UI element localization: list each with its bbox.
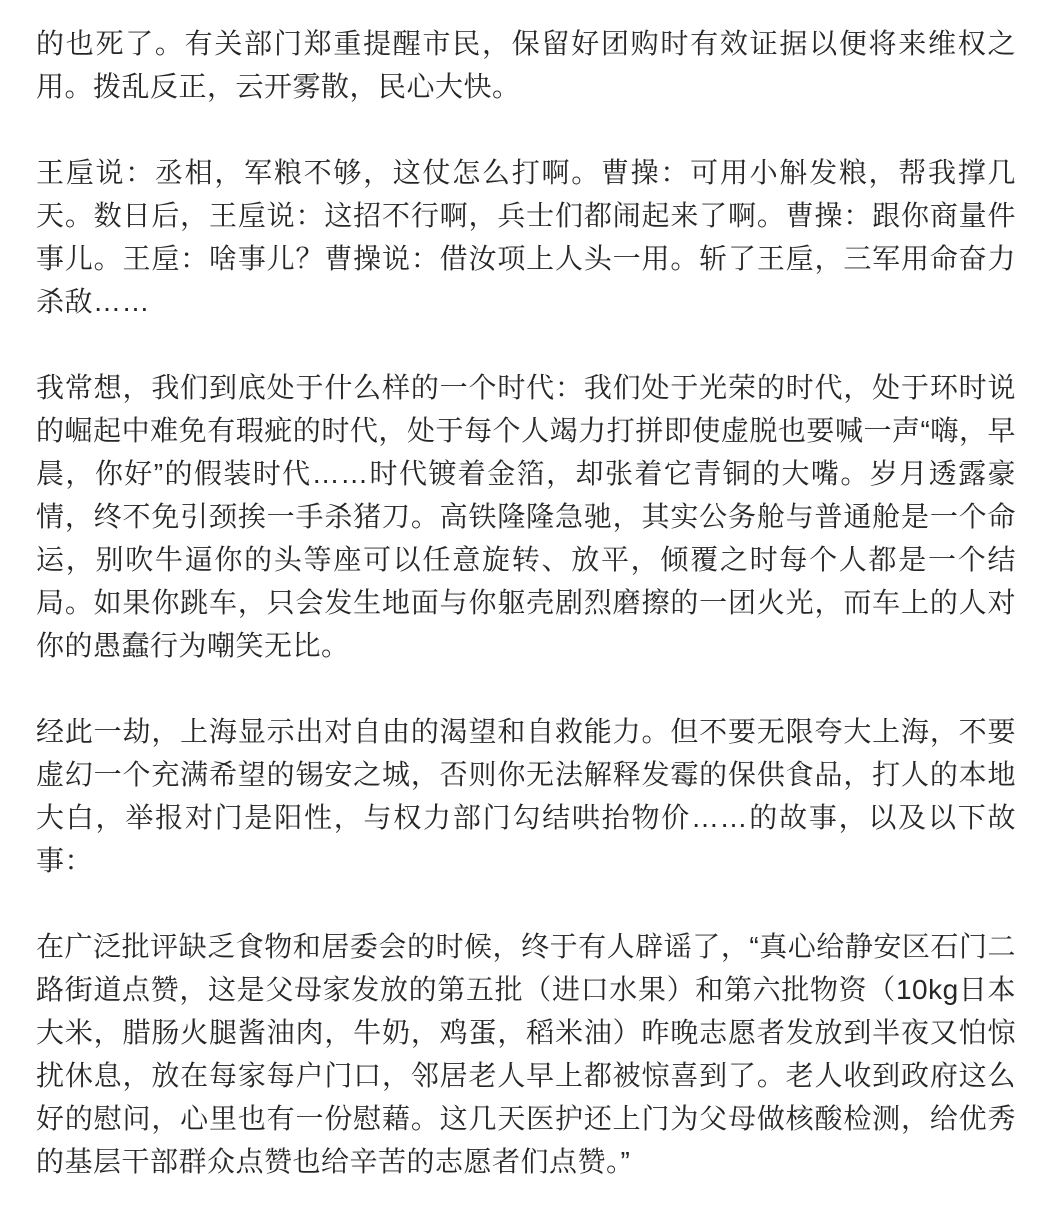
paragraph-2: 王垕说：丞相，军粮不够，这仗怎么打啊。曹操：可用小斛发粮，帮我撑几天。数日后，王垕说：这招不行啊，兵士们都闹起来了啊。曹操：跟你商量件事儿。王垕：啥事儿？曹操说：借汝项上人头一用。斩了王垕，三军用命奋力杀敌……: [36, 157, 1016, 317]
paragraph-5: 在广泛批评缺乏食物和居委会的时候，终于有人辟谣了，“真心给静安区石门二路街道点赞，这是父母家发放的第五批（进口水果）和第六批物资（10kg日本大米，腊肠火腿酱油肉，牛奶，鸡蛋，稻米油）昨晚志愿者发放到半夜又怕惊扰休息，放在每家每户门口，邻居老人早上都被惊喜到了。老人收到政府这么好的慰问，心里也有一份慰藉。这几天医护还上门为父母做核酸检测，给优秀的基层干部群众点赞也给辛苦的志愿者们点赞。”: [36, 931, 1016, 1177]
article-body: [36, 22, 1016, 1183]
paragraph-3: 我常想，我们到底处于什么样的一个时代：我们处于光荣的时代，处于环时说的崛起中难免有瑕疵的时代，处于每个人竭力打拼即使虚脱也要喊一声“嗨，早晨，你好”的假装时代……时代镀着金箔，却张着它青铜的大嘴。岁月透露豪情，终不免引颈挨一手杀猪刀。高铁隆隆急驰，其实公务舱与普通舱是一个命运，别吹牛逼你的头等座可以任意旋转、放平，倾覆之时每个人都是一个结局。如果你跳车，只会发生地面与你躯壳剧烈磨擦的一团火光，而车上的人对你的愚蠢行为嘲笑无比。: [36, 372, 1016, 661]
paragraph-4: 经此一劫，上海显示出对自由的渴望和自救能力。但不要无限夸大上海，不要虚幻一个充满希望的锡安之城，否则你无法解释发霉的保供食品，打人的本地大白，举报对门是阳性，与权力部门勾结哄抬物价……的故事，以及以下故事：: [36, 716, 1016, 876]
paragraph-1: 的也死了。有关部门郑重提醒市民，保留好团购时有效证据以便将来维权之用。拨乱反正，云开雾散，民心大快。: [36, 28, 1016, 102]
